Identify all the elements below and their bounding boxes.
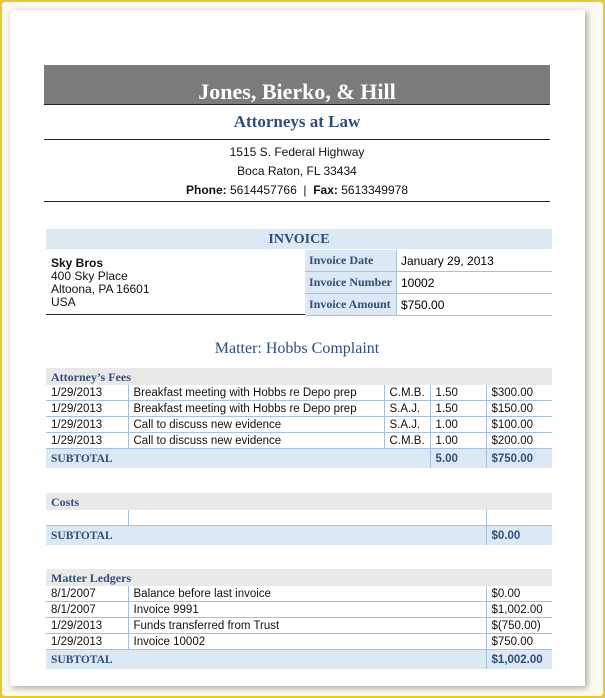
ledger-description: Invoice 10002 — [128, 634, 486, 650]
ledgers-subtotal-row — [46, 650, 552, 670]
invoice-number-value: 10002 — [397, 272, 553, 294]
firm-subtitle: Attorneys at Law — [233, 112, 361, 131]
invoice-date-label: Invoice Date — [305, 250, 397, 272]
fee-attorney: S.A.J. — [384, 401, 430, 417]
ledger-amount: $0.00 — [486, 586, 552, 602]
costs-heading: Costs — [46, 493, 552, 510]
ledger-date: 8/1/2007 — [46, 586, 128, 602]
ledger-amount: $1,002.00 — [486, 602, 552, 618]
contact-line — [44, 183, 550, 197]
fee-description: Call to discuss new evidence — [128, 417, 384, 433]
firm-name: Jones, Bierko, & Hill — [198, 79, 396, 104]
cost-date — [46, 510, 128, 526]
table-row — [46, 602, 552, 618]
client-city: Altoona, PA 16601 — [51, 282, 150, 296]
fee-attorney: S.A.J. — [384, 417, 430, 433]
fees-heading: Attorney’s Fees — [46, 368, 552, 385]
table-row — [46, 618, 552, 634]
address-line-2: Boca Raton, FL 33434 — [237, 164, 357, 178]
fee-description: Breakfast meeting with Hobbs re Depo prep — [128, 401, 384, 417]
table-row — [46, 433, 552, 449]
fee-hours: 1.50 — [430, 385, 486, 401]
fees-subtotal-label: SUBTOTAL — [46, 449, 430, 469]
ledger-description: Funds transferred from Trust — [128, 618, 486, 634]
costs-subtotal-amount: $0.00 — [486, 526, 552, 546]
table-row — [46, 417, 552, 433]
matter-title: Matter: Hobbs Complaint — [214, 340, 380, 357]
fees-subtotal-amount: $750.00 — [486, 449, 552, 469]
fees-subtotal-row — [46, 449, 552, 469]
fax-value: 5613349978 — [341, 183, 408, 197]
invoice-details-table — [305, 250, 552, 316]
phone-label: Phone: — [185, 183, 227, 197]
table-row — [46, 385, 552, 401]
fee-amount: $100.00 — [486, 417, 552, 433]
invoice-amount-value: $750.00 — [397, 294, 553, 316]
firm-name-bar — [44, 65, 550, 105]
fee-date: 1/29/2013 — [46, 401, 128, 417]
ledgers-subtotal-label: SUBTOTAL — [46, 650, 486, 670]
contact-separator: | — [303, 183, 307, 197]
ledger-amount: $(750.00) — [486, 618, 552, 634]
invoice-date-row — [305, 250, 552, 272]
header-rule-top — [44, 139, 550, 140]
phone-value: 5614457766 — [230, 183, 297, 197]
fee-hours: 1.00 — [430, 433, 486, 449]
invoice-sheet — [10, 10, 585, 686]
table-row — [46, 401, 552, 417]
ledger-description: Invoice 9991 — [128, 602, 486, 618]
ledger-date: 1/29/2013 — [46, 618, 128, 634]
fee-amount: $200.00 — [486, 433, 552, 449]
costs-subtotal-row — [46, 526, 552, 546]
invoice-date-value: January 29, 2013 — [397, 250, 553, 272]
ledgers-heading: Matter Ledgers — [46, 569, 552, 586]
ledger-date: 8/1/2007 — [46, 602, 128, 618]
invoice-number-label: Invoice Number — [305, 272, 397, 294]
cost-amount — [486, 510, 552, 526]
fee-date: 1/29/2013 — [46, 385, 128, 401]
invoice-heading: INVOICE — [46, 229, 552, 249]
client-address — [51, 257, 301, 309]
invoice-amount-label: Invoice Amount — [305, 294, 397, 316]
fee-date: 1/29/2013 — [46, 417, 128, 433]
fees-subtotal-hours: 5.00 — [430, 449, 486, 469]
client-street: 400 Sky Place — [51, 269, 128, 283]
fee-amount: $150.00 — [486, 401, 552, 417]
invoice-amount-row — [305, 294, 552, 316]
fee-hours: 1.00 — [430, 417, 486, 433]
fee-description: Breakfast meeting with Hobbs re Depo prep — [128, 385, 384, 401]
costs-subtotal-label: SUBTOTAL — [46, 526, 486, 546]
table-row — [46, 634, 552, 650]
client-name: Sky Bros — [51, 256, 104, 270]
fee-description: Call to discuss new evidence — [128, 433, 384, 449]
fee-attorney: C.M.B. — [384, 433, 430, 449]
table-row — [46, 510, 552, 526]
client-rule — [46, 314, 305, 315]
ledger-amount: $750.00 — [486, 634, 552, 650]
ledger-description: Balance before last invoice — [128, 586, 486, 602]
fee-amount: $300.00 — [486, 385, 552, 401]
ledger-date: 1/29/2013 — [46, 634, 128, 650]
header-rule-bottom — [44, 201, 550, 202]
fee-attorney: C.M.B. — [384, 385, 430, 401]
fee-date: 1/29/2013 — [46, 433, 128, 449]
client-country: USA — [51, 295, 76, 309]
address-line-1: 1515 S. Federal Highway — [229, 145, 365, 159]
fee-hours: 1.50 — [430, 401, 486, 417]
fees-table — [46, 385, 552, 468]
invoice-number-row — [305, 272, 552, 294]
fax-label: Fax: — [313, 183, 338, 197]
ledgers-subtotal-amount: $1,002.00 — [486, 650, 552, 670]
table-row — [46, 586, 552, 602]
ledgers-table — [46, 586, 552, 669]
costs-table — [46, 510, 552, 545]
cost-description — [128, 510, 486, 526]
